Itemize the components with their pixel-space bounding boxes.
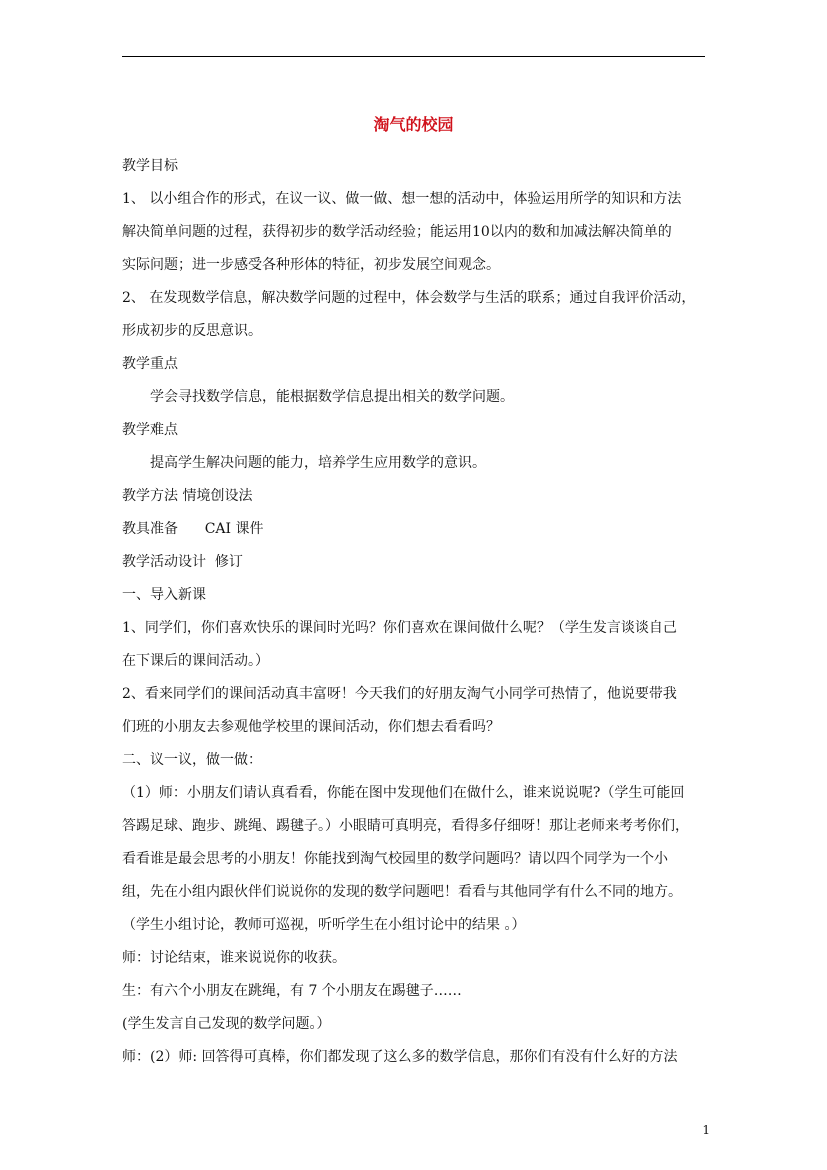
paragraph-line: （1）师：小朋友们请认真看看，你能在图中发现他们在做什么，谁来说说呢?（学生可能回 [122,785,685,801]
document-body [122,150,707,1074]
document-title: 淘气的校园 [373,115,454,134]
header-rule [122,56,705,57]
paragraph-line: 解决简单问题的过程，获得初步的数学活动经验；能运用10以内的数和加减法解决简单的 [122,224,672,240]
paragraph-line: (学生发言自己发现的数学问题。） [122,1016,331,1032]
page-number: 1 [702,1123,710,1137]
paragraph-line: 学会寻找数学信息，能根据数学信息提出相关的数学问题。 [150,389,514,405]
section-heading: 教学活动设计 修订 [122,554,243,570]
paragraph-line: 在下课后的课间活动。） [122,653,269,669]
paragraph-line: 答踢足球、跑步、跳绳、踢毽子。）小眼睛可真明亮，看得多仔细呀！那让老师来考考你们， [122,818,689,834]
paragraph-line: 实际问题；进一步感受各种形体的特征，初步发展空间观念。 [122,257,500,273]
section-heading: 教学难点 [122,422,178,438]
section-heading: 教学重点 [122,356,178,372]
paragraph-line: 1、同学们，你们喜欢快乐的课间时光吗？你们喜欢在课间做什么呢？（学生发言谈谈自己 [122,620,677,636]
paragraph-line: 2、 在发现数学信息，解决数学问题的过程中，体会数学与生活的联系；通过自我评价活动， [122,290,696,306]
section-heading: 教学目标 [122,158,178,174]
paragraph-line: 师：讨论结束，谁来说说你的收获。 [122,950,346,966]
paragraph-line: 们班的小朋友去参观他学校里的课间活动，你们想去看看吗？ [122,719,500,735]
paragraph-line: 1、 以小组合作的形式，在议一议、做一做、想一想的活动中，体验运用所学的知识和方法 [122,191,682,207]
paragraph-line: 形成初步的反思意识。 [122,323,262,339]
paragraph-line: 看看谁是最会思考的小朋友！你能找到淘气校园里的数学问题吗？请以四个同学为一个小 [122,851,668,867]
paragraph-line: （学生小组讨论，教师可巡视，听听学生在小组讨论中的结果 。） [122,917,526,933]
paragraph-line: 提高学生解决问题的能力，培养学生应用数学的意识。 [150,455,486,471]
section-heading: 一、导入新课 [122,587,206,603]
paragraph-line: 生：有六个小朋友在跳绳，有 7 个小朋友在踢毽子…… [122,983,462,999]
paragraph-line: 组，先在小组内跟伙伴们说说你的发现的数学问题吧！看看与其他同学有什么不同的地方。 [122,884,682,900]
section-heading: 教学方法 情境创设法 [122,488,253,504]
paragraph-line: 2、看来同学们的课间活动真丰富呀！今天我们的好朋友淘气小同学可热情了，他说要带我 [122,686,677,702]
paragraph-line: 师：(2）师: 回答得可真棒，你们都发现了这么多的数学信息，那你们有没有什么好的方法 [122,1049,678,1065]
section-heading: 教具准备 CAI 课件 [122,521,264,537]
section-heading: 二、议一议，做一做： [122,752,262,768]
